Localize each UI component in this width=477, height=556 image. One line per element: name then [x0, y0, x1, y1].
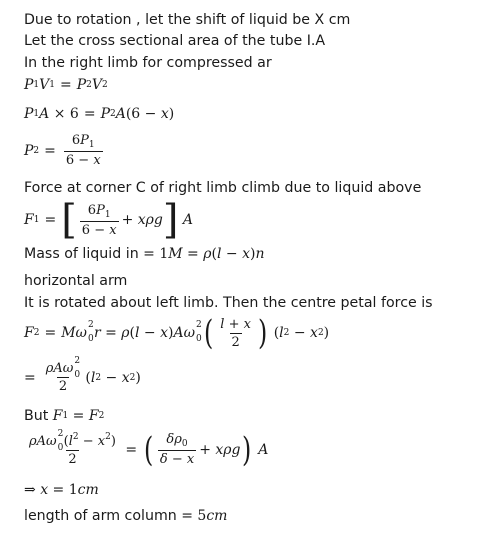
equation-f2: F 2 = Mω 2 0 r = ρ ( l − x ) Aω 2 0 ( $\frac{l + x}{2}$ ) ( l 2 − x 2 ): [24, 313, 330, 353]
length-label: length of arm column: [24, 508, 177, 524]
equation-p2: P 2 = $\frac{6P_1}{6 - x}$: [24, 133, 101, 168]
equation-mass: Mass of liquid in = 1 M = ρ ( l − x ) n: [24, 246, 265, 262]
equation-result: ⇒ x = 1 cm: [24, 482, 99, 498]
equation-equate: But F 1 = F 2: [24, 408, 105, 424]
equation-f2-simplified: = ρAω 2 0 2 ( l 2 − x 2 ): [24, 356, 141, 394]
text-line-1: Due to rotation , let the shift of liquid be X cm: [24, 12, 351, 28]
equation-pressure-area: P 1 A × 6 = P 2 A (6 − x ): [24, 106, 175, 122]
text-line-3: In the right limb for compressed ar: [24, 55, 272, 71]
equation-balance: ρAω 2 0 $(l^2 - x^2)$ 2 = ( $\frac{\delta\rho_0}{\delta - x}$ + xρg ) A: [29, 429, 269, 470]
mass-label: Mass of liquid in: [24, 246, 139, 262]
equation-length: length of arm column = 5 cm: [24, 508, 228, 524]
equation-f1: F 1 = [ $\frac{6P_1}{6 - x}$ + xρg ] A: [24, 197, 194, 243]
but-label: But: [24, 408, 49, 424]
text-line-4: Force at corner C of right limb climb due to liquid above: [24, 180, 422, 196]
text-line-7: It is rotated about left limb. Then the centre petal force is: [24, 295, 433, 311]
text-line-6: horizontal arm: [24, 273, 128, 289]
equation-boyle: P 1 V 1 = P 2 V 2: [24, 77, 108, 93]
text-line-2: Let the cross sectional area of the tube I.A: [24, 33, 326, 49]
